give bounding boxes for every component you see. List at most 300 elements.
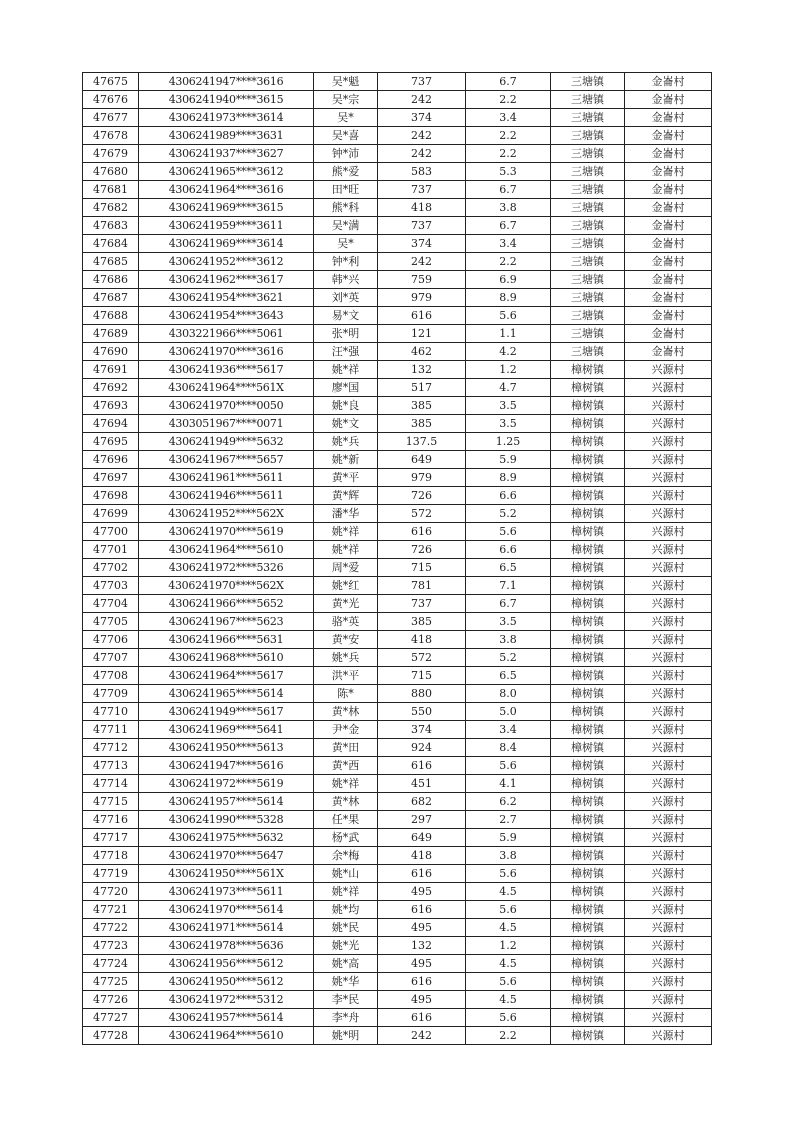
cell-amount: 297 — [378, 811, 466, 829]
cell-name: 姚*兵 — [314, 433, 378, 451]
cell-name: 吴*满 — [314, 217, 378, 235]
table-row — [83, 505, 712, 523]
cell-id-number: 4306241972****5619 — [139, 775, 314, 793]
cell-seq: 47716 — [83, 811, 139, 829]
cell-amount: 737 — [378, 181, 466, 199]
cell-seq: 47728 — [83, 1027, 139, 1045]
table-row — [83, 253, 712, 271]
cell-village: 兴源村 — [625, 991, 712, 1009]
cell-town: 樟树镇 — [551, 847, 625, 865]
cell-amount: 374 — [378, 109, 466, 127]
cell-name: 姚*华 — [314, 973, 378, 991]
cell-area: 3.5 — [466, 415, 551, 433]
cell-seq: 47717 — [83, 829, 139, 847]
cell-area: 1.1 — [466, 325, 551, 343]
cell-id-number: 4306241973****5611 — [139, 883, 314, 901]
table-row — [83, 181, 712, 199]
cell-id-number: 4306241967****5623 — [139, 613, 314, 631]
cell-town: 三塘镇 — [551, 73, 625, 91]
cell-town: 樟树镇 — [551, 541, 625, 559]
cell-name: 黄*光 — [314, 595, 378, 613]
cell-name: 吴*宗 — [314, 91, 378, 109]
cell-village: 兴源村 — [625, 937, 712, 955]
cell-seq: 47710 — [83, 703, 139, 721]
cell-seq: 47691 — [83, 361, 139, 379]
cell-town: 三塘镇 — [551, 289, 625, 307]
table-row — [83, 325, 712, 343]
cell-id-number: 4306241964****5610 — [139, 1027, 314, 1045]
cell-town: 樟树镇 — [551, 559, 625, 577]
cell-town: 樟树镇 — [551, 451, 625, 469]
cell-id-number: 4306241978****5636 — [139, 937, 314, 955]
cell-village: 金崙村 — [625, 307, 712, 325]
cell-town: 樟树镇 — [551, 721, 625, 739]
cell-area: 5.6 — [466, 973, 551, 991]
cell-area: 5.6 — [466, 1009, 551, 1027]
cell-seq: 47688 — [83, 307, 139, 325]
table-row — [83, 289, 712, 307]
cell-amount: 616 — [378, 757, 466, 775]
cell-area: 8.9 — [466, 289, 551, 307]
cell-amount: 385 — [378, 415, 466, 433]
cell-seq: 47705 — [83, 613, 139, 631]
cell-area: 2.2 — [466, 91, 551, 109]
cell-town: 樟树镇 — [551, 361, 625, 379]
cell-village: 兴源村 — [625, 721, 712, 739]
cell-town: 樟树镇 — [551, 523, 625, 541]
cell-town: 樟树镇 — [551, 703, 625, 721]
cell-id-number: 4306241975****5632 — [139, 829, 314, 847]
cell-id-number: 4306241965****3612 — [139, 163, 314, 181]
cell-amount: 374 — [378, 235, 466, 253]
cell-amount: 242 — [378, 145, 466, 163]
cell-name: 洪*平 — [314, 667, 378, 685]
cell-area: 8.4 — [466, 739, 551, 757]
cell-id-number: 4303221966****5061 — [139, 325, 314, 343]
table-row — [83, 847, 712, 865]
cell-amount: 616 — [378, 307, 466, 325]
cell-area: 3.8 — [466, 631, 551, 649]
table-row — [83, 739, 712, 757]
cell-id-number: 4306241957****5614 — [139, 1009, 314, 1027]
cell-seq: 47713 — [83, 757, 139, 775]
cell-village: 兴源村 — [625, 433, 712, 451]
cell-village: 金崙村 — [625, 199, 712, 217]
cell-seq: 47719 — [83, 865, 139, 883]
cell-name: 吴* — [314, 109, 378, 127]
cell-name: 黄*安 — [314, 631, 378, 649]
cell-id-number: 4306241936****5617 — [139, 361, 314, 379]
cell-village: 兴源村 — [625, 667, 712, 685]
table-row — [83, 991, 712, 1009]
cell-village: 金崙村 — [625, 253, 712, 271]
cell-area: 6.6 — [466, 541, 551, 559]
table-row — [83, 397, 712, 415]
cell-seq: 47681 — [83, 181, 139, 199]
cell-name: 李*民 — [314, 991, 378, 1009]
table-row — [83, 667, 712, 685]
cell-seq: 47723 — [83, 937, 139, 955]
cell-id-number: 4306241946****5611 — [139, 487, 314, 505]
cell-town: 樟树镇 — [551, 883, 625, 901]
cell-id-number: 4306241959****3611 — [139, 217, 314, 235]
cell-seq: 47690 — [83, 343, 139, 361]
cell-amount: 616 — [378, 901, 466, 919]
cell-area: 5.0 — [466, 703, 551, 721]
cell-amount: 737 — [378, 217, 466, 235]
cell-id-number: 4306241970****5647 — [139, 847, 314, 865]
cell-village: 金崙村 — [625, 289, 712, 307]
cell-amount: 550 — [378, 703, 466, 721]
cell-village: 兴源村 — [625, 685, 712, 703]
cell-seq: 47722 — [83, 919, 139, 937]
cell-name: 易*文 — [314, 307, 378, 325]
cell-name: 姚*祥 — [314, 775, 378, 793]
cell-id-number: 4306241970****5619 — [139, 523, 314, 541]
table-row — [83, 109, 712, 127]
cell-town: 樟树镇 — [551, 397, 625, 415]
cell-town: 樟树镇 — [551, 505, 625, 523]
cell-seq: 47701 — [83, 541, 139, 559]
cell-seq: 47697 — [83, 469, 139, 487]
cell-town: 三塘镇 — [551, 109, 625, 127]
cell-id-number: 4306241971****5614 — [139, 919, 314, 937]
cell-area: 6.2 — [466, 793, 551, 811]
cell-name: 黄*西 — [314, 757, 378, 775]
cell-area: 2.7 — [466, 811, 551, 829]
cell-village: 兴源村 — [625, 577, 712, 595]
cell-seq: 47678 — [83, 127, 139, 145]
cell-village: 兴源村 — [625, 775, 712, 793]
cell-town: 樟树镇 — [551, 1009, 625, 1027]
cell-amount: 572 — [378, 649, 466, 667]
cell-id-number: 4306241966****5652 — [139, 595, 314, 613]
table-row — [83, 577, 712, 595]
cell-name: 姚*祥 — [314, 883, 378, 901]
table-row — [83, 523, 712, 541]
cell-amount: 616 — [378, 1009, 466, 1027]
table-row — [83, 685, 712, 703]
cell-area: 2.2 — [466, 1027, 551, 1045]
cell-id-number: 4306241967****5657 — [139, 451, 314, 469]
table-row — [83, 703, 712, 721]
table-row — [83, 235, 712, 253]
cell-area: 5.9 — [466, 451, 551, 469]
table-row — [83, 757, 712, 775]
cell-area: 2.2 — [466, 127, 551, 145]
cell-seq: 47707 — [83, 649, 139, 667]
table-row — [83, 901, 712, 919]
cell-name: 黄*辉 — [314, 487, 378, 505]
cell-name: 任*果 — [314, 811, 378, 829]
cell-amount: 242 — [378, 91, 466, 109]
cell-amount: 616 — [378, 973, 466, 991]
cell-amount: 649 — [378, 451, 466, 469]
cell-town: 樟树镇 — [551, 433, 625, 451]
cell-town: 樟树镇 — [551, 919, 625, 937]
cell-name: 陈* — [314, 685, 378, 703]
cell-seq: 47680 — [83, 163, 139, 181]
cell-town: 三塘镇 — [551, 163, 625, 181]
cell-id-number: 4306241970****0050 — [139, 397, 314, 415]
cell-seq: 47721 — [83, 901, 139, 919]
cell-name: 余*梅 — [314, 847, 378, 865]
cell-amount: 781 — [378, 577, 466, 595]
cell-amount: 132 — [378, 361, 466, 379]
cell-seq: 47714 — [83, 775, 139, 793]
cell-seq: 47692 — [83, 379, 139, 397]
cell-amount: 242 — [378, 253, 466, 271]
cell-amount: 385 — [378, 613, 466, 631]
table-row — [83, 91, 712, 109]
cell-amount: 572 — [378, 505, 466, 523]
cell-area: 5.6 — [466, 307, 551, 325]
cell-area: 3.4 — [466, 109, 551, 127]
cell-name: 姚*高 — [314, 955, 378, 973]
cell-id-number: 4306241969****5641 — [139, 721, 314, 739]
cell-id-number: 4306241949****5632 — [139, 433, 314, 451]
cell-area: 3.8 — [466, 199, 551, 217]
cell-name: 姚*祥 — [314, 523, 378, 541]
cell-village: 兴源村 — [625, 613, 712, 631]
cell-village: 兴源村 — [625, 361, 712, 379]
cell-seq: 47715 — [83, 793, 139, 811]
cell-town: 樟树镇 — [551, 991, 625, 1009]
cell-id-number: 4306241954****3643 — [139, 307, 314, 325]
cell-village: 兴源村 — [625, 865, 712, 883]
cell-id-number: 4306241964****3616 — [139, 181, 314, 199]
cell-area: 8.0 — [466, 685, 551, 703]
cell-seq: 47724 — [83, 955, 139, 973]
cell-area: 1.25 — [466, 433, 551, 451]
cell-name: 熊*爱 — [314, 163, 378, 181]
cell-town: 樟树镇 — [551, 955, 625, 973]
cell-amount: 682 — [378, 793, 466, 811]
cell-town: 樟树镇 — [551, 685, 625, 703]
table-row — [83, 433, 712, 451]
cell-seq: 47698 — [83, 487, 139, 505]
cell-village: 兴源村 — [625, 649, 712, 667]
cell-area: 6.7 — [466, 217, 551, 235]
table-row — [83, 217, 712, 235]
cell-village: 金崙村 — [625, 91, 712, 109]
cell-name: 吴* — [314, 235, 378, 253]
cell-area: 6.5 — [466, 559, 551, 577]
cell-area: 2.2 — [466, 145, 551, 163]
cell-id-number: 4306241969****3614 — [139, 235, 314, 253]
cell-name: 汪*强 — [314, 343, 378, 361]
cell-name: 姚*新 — [314, 451, 378, 469]
table-row — [83, 559, 712, 577]
cell-seq: 47693 — [83, 397, 139, 415]
cell-seq: 47686 — [83, 271, 139, 289]
cell-town: 樟树镇 — [551, 631, 625, 649]
cell-town: 三塘镇 — [551, 145, 625, 163]
cell-seq: 47711 — [83, 721, 139, 739]
table-row — [83, 721, 712, 739]
cell-amount: 495 — [378, 883, 466, 901]
cell-seq: 47684 — [83, 235, 139, 253]
cell-village: 兴源村 — [625, 595, 712, 613]
cell-area: 4.5 — [466, 919, 551, 937]
cell-town: 樟树镇 — [551, 595, 625, 613]
cell-village: 兴源村 — [625, 415, 712, 433]
cell-area: 3.5 — [466, 613, 551, 631]
cell-amount: 649 — [378, 829, 466, 847]
cell-town: 樟树镇 — [551, 973, 625, 991]
table-row — [83, 937, 712, 955]
cell-amount: 242 — [378, 127, 466, 145]
cell-id-number: 4306241954****3621 — [139, 289, 314, 307]
cell-village: 兴源村 — [625, 847, 712, 865]
cell-amount: 418 — [378, 847, 466, 865]
cell-amount: 242 — [378, 1027, 466, 1045]
cell-id-number: 4306241970****3616 — [139, 343, 314, 361]
cell-id-number: 4306241949****5617 — [139, 703, 314, 721]
cell-id-number: 4306241937****3627 — [139, 145, 314, 163]
cell-area: 4.7 — [466, 379, 551, 397]
cell-id-number: 4306241989****3631 — [139, 127, 314, 145]
cell-seq: 47685 — [83, 253, 139, 271]
cell-amount: 737 — [378, 73, 466, 91]
cell-town: 樟树镇 — [551, 829, 625, 847]
cell-name: 姚*红 — [314, 577, 378, 595]
cell-amount: 880 — [378, 685, 466, 703]
cell-village: 兴源村 — [625, 379, 712, 397]
cell-town: 三塘镇 — [551, 217, 625, 235]
cell-id-number: 4303051967****0071 — [139, 415, 314, 433]
cell-town: 三塘镇 — [551, 199, 625, 217]
cell-village: 兴源村 — [625, 487, 712, 505]
cell-town: 樟树镇 — [551, 469, 625, 487]
cell-name: 熊*科 — [314, 199, 378, 217]
cell-id-number: 4306241950****561X — [139, 865, 314, 883]
cell-name: 吴*喜 — [314, 127, 378, 145]
cell-village: 兴源村 — [625, 829, 712, 847]
cell-seq: 47720 — [83, 883, 139, 901]
cell-name: 杨*武 — [314, 829, 378, 847]
cell-area: 1.2 — [466, 361, 551, 379]
table-row — [83, 343, 712, 361]
cell-seq: 47687 — [83, 289, 139, 307]
cell-village: 兴源村 — [625, 451, 712, 469]
table-row — [83, 199, 712, 217]
table-row — [83, 811, 712, 829]
cell-town: 三塘镇 — [551, 307, 625, 325]
cell-town: 三塘镇 — [551, 253, 625, 271]
cell-area: 4.5 — [466, 991, 551, 1009]
cell-village: 金崙村 — [625, 271, 712, 289]
cell-seq: 47718 — [83, 847, 139, 865]
table-row — [83, 631, 712, 649]
cell-village: 兴源村 — [625, 523, 712, 541]
table-row — [83, 595, 712, 613]
table-row — [83, 415, 712, 433]
cell-seq: 47682 — [83, 199, 139, 217]
table-row — [83, 379, 712, 397]
cell-area: 6.7 — [466, 595, 551, 613]
cell-name: 钟*沛 — [314, 145, 378, 163]
cell-amount: 583 — [378, 163, 466, 181]
cell-id-number: 4306241969****3615 — [139, 199, 314, 217]
cell-town: 樟树镇 — [551, 811, 625, 829]
cell-seq: 47700 — [83, 523, 139, 541]
cell-area: 6.9 — [466, 271, 551, 289]
cell-seq: 47683 — [83, 217, 139, 235]
cell-area: 5.6 — [466, 865, 551, 883]
cell-seq: 47709 — [83, 685, 139, 703]
cell-name: 田*旺 — [314, 181, 378, 199]
cell-id-number: 4306241956****5612 — [139, 955, 314, 973]
cell-area: 3.4 — [466, 235, 551, 253]
cell-village: 兴源村 — [625, 739, 712, 757]
cell-village: 兴源村 — [625, 811, 712, 829]
cell-name: 尹*金 — [314, 721, 378, 739]
cell-seq: 47675 — [83, 73, 139, 91]
cell-area: 6.7 — [466, 181, 551, 199]
cell-area: 5.2 — [466, 505, 551, 523]
cell-name: 姚*明 — [314, 1027, 378, 1045]
cell-name: 姚*均 — [314, 901, 378, 919]
cell-village: 兴源村 — [625, 397, 712, 415]
cell-seq: 47708 — [83, 667, 139, 685]
cell-area: 5.2 — [466, 649, 551, 667]
cell-area: 5.6 — [466, 523, 551, 541]
cell-village: 金崙村 — [625, 325, 712, 343]
cell-name: 姚*民 — [314, 919, 378, 937]
cell-town: 樟树镇 — [551, 415, 625, 433]
cell-amount: 616 — [378, 865, 466, 883]
cell-village: 金崙村 — [625, 163, 712, 181]
cell-name: 钟*利 — [314, 253, 378, 271]
cell-id-number: 4306241965****5614 — [139, 685, 314, 703]
cell-area: 6.6 — [466, 487, 551, 505]
cell-village: 兴源村 — [625, 505, 712, 523]
cell-name: 韩*兴 — [314, 271, 378, 289]
table-row — [83, 973, 712, 991]
table-row — [83, 541, 712, 559]
cell-name: 周*爱 — [314, 559, 378, 577]
cell-seq: 47695 — [83, 433, 139, 451]
cell-amount: 616 — [378, 523, 466, 541]
cell-village: 兴源村 — [625, 1027, 712, 1045]
cell-amount: 759 — [378, 271, 466, 289]
cell-seq: 47703 — [83, 577, 139, 595]
cell-id-number: 4306241947****3616 — [139, 73, 314, 91]
cell-area: 5.6 — [466, 901, 551, 919]
cell-amount: 137.5 — [378, 433, 466, 451]
cell-id-number: 4306241940****3615 — [139, 91, 314, 109]
cell-id-number: 4306241961****5611 — [139, 469, 314, 487]
cell-village: 兴源村 — [625, 559, 712, 577]
cell-village: 金崙村 — [625, 343, 712, 361]
cell-id-number: 4306241972****5326 — [139, 559, 314, 577]
cell-area: 6.7 — [466, 73, 551, 91]
cell-town: 三塘镇 — [551, 271, 625, 289]
cell-id-number: 4306241970****5614 — [139, 901, 314, 919]
cell-town: 三塘镇 — [551, 127, 625, 145]
cell-amount: 385 — [378, 397, 466, 415]
cell-amount: 418 — [378, 631, 466, 649]
cell-id-number: 4306241972****5312 — [139, 991, 314, 1009]
cell-amount: 374 — [378, 721, 466, 739]
cell-amount: 495 — [378, 919, 466, 937]
cell-village: 兴源村 — [625, 469, 712, 487]
cell-village: 金崙村 — [625, 217, 712, 235]
cell-seq: 47712 — [83, 739, 139, 757]
cell-name: 姚*山 — [314, 865, 378, 883]
cell-amount: 737 — [378, 595, 466, 613]
